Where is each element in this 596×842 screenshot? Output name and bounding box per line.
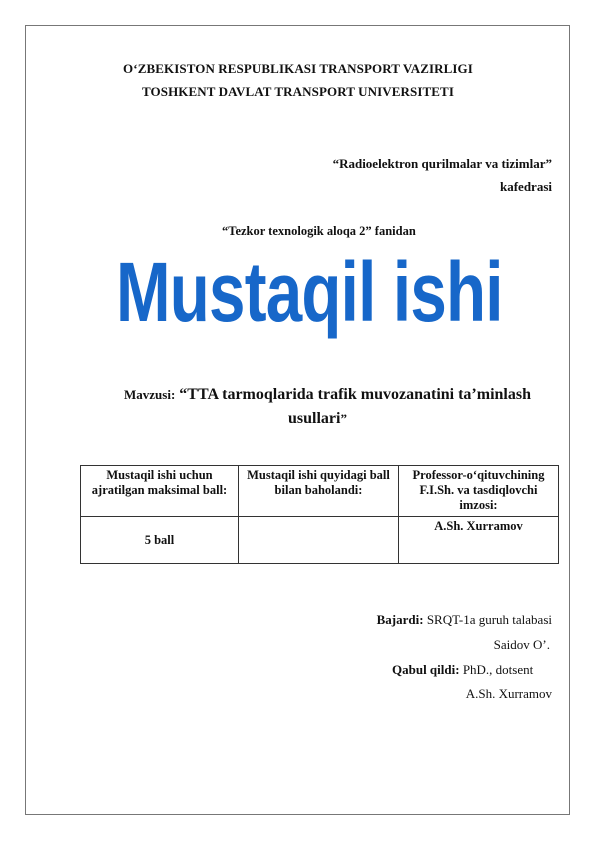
score-table-header-row bbox=[81, 466, 559, 517]
score-table-row bbox=[81, 517, 559, 564]
subject-line: “Tezkor texnologik aloqa 2” fanidan bbox=[222, 224, 416, 238]
cell-signature: A.Sh. Xurramov bbox=[399, 517, 559, 564]
topic-text-2: usullari bbox=[288, 410, 341, 427]
accepted-by-label: Qabul qildi: bbox=[392, 662, 460, 677]
header-max-score: Mustaqil ishi uchun ajratilgan maksimal ball: bbox=[81, 466, 239, 517]
university-title: TOSHKENT DAVLAT TRANSPORT UNIVERSITETI bbox=[142, 84, 454, 99]
topic-line-2 bbox=[288, 410, 347, 428]
accepted-by-line bbox=[392, 662, 533, 678]
student-name: Saidov O’. bbox=[493, 637, 550, 652]
done-by-label: Bajardi: bbox=[376, 612, 424, 627]
ministry-title: O‘ZBEKISTON RESPUBLIKASI TRANSPORT VAZIRLIGI bbox=[123, 61, 473, 76]
topic-label: Mavzusi: bbox=[124, 387, 176, 402]
cell-given-score bbox=[239, 517, 399, 564]
header-signature: Professor-o‘qituvchining F.I.Sh. va tasdiqlovchi imzosi: bbox=[399, 466, 559, 517]
teacher-name: A.Sh. Xurramov bbox=[465, 686, 552, 701]
department-word: kafedrasi bbox=[500, 179, 552, 194]
cell-max-score: 5 ball bbox=[81, 517, 239, 564]
accepted-by-value: PhD., dotsent bbox=[462, 662, 534, 677]
score-table bbox=[80, 465, 559, 564]
topic-text-1: TTA tarmoqlarida trafik muvozanatini ta’minlash bbox=[187, 386, 531, 403]
header-given-score: Mustaqil ishi quyidagi ball bilan baholandi: bbox=[239, 466, 399, 517]
done-by-line bbox=[377, 612, 552, 628]
department-name: “Radioelektron qurilmalar va tizimlar” bbox=[332, 156, 552, 171]
topic-close-quote: ” bbox=[340, 411, 347, 426]
topic-line-1 bbox=[124, 386, 531, 404]
title-banner: Mustaqil ishi bbox=[116, 245, 503, 339]
done-by-value: SRQT-1a guruh talabasi bbox=[426, 612, 552, 627]
topic-open-quote: “ bbox=[179, 386, 188, 403]
